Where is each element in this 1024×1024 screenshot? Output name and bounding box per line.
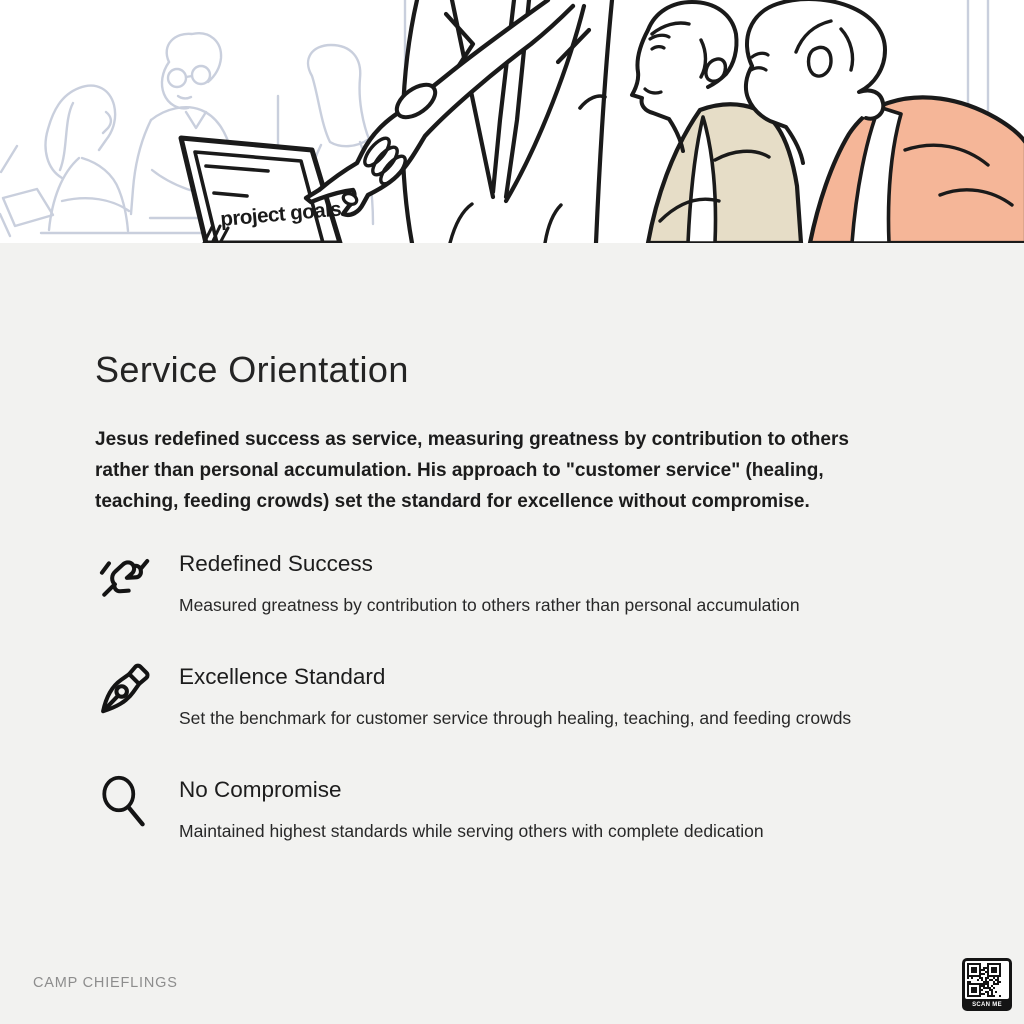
content-section xyxy=(0,349,1024,846)
feature-excellence-standard xyxy=(95,654,929,733)
feature-text xyxy=(179,541,929,620)
team-illustration xyxy=(0,0,1024,243)
feature-description: Set the benchmark for customer service through healing, teaching, and feeding crowds xyxy=(179,708,852,728)
feature-title: Excellence Standard xyxy=(179,664,386,689)
handshake-icon xyxy=(95,545,153,605)
feature-title: No Compromise xyxy=(179,777,342,802)
page-title: Service Orientation xyxy=(95,349,409,390)
intro-paragraph: Jesus redefined success as service, measuring greatness by contribution to others rather than personal accumulation. His approach to "customer service" (healing, teaching, feeding crowds) set the standard for excellence without compromise. xyxy=(95,429,849,512)
feature-no-compromise xyxy=(95,767,929,846)
pen-nib-icon xyxy=(95,658,153,718)
monitor-label: project goals xyxy=(219,197,343,231)
pointing-hand xyxy=(306,0,573,215)
feature-redefined-success xyxy=(95,541,929,620)
qr-pattern xyxy=(967,963,1001,997)
feature-title: Redefined Success xyxy=(179,551,373,576)
qr-code-badge xyxy=(962,958,1012,1011)
hero-illustration xyxy=(0,0,1024,243)
qr-label: SCAN ME xyxy=(972,1002,1002,1008)
feature-text xyxy=(179,654,929,733)
qr-pattern-wrap xyxy=(965,961,1009,999)
brand-footer: CAMP CHIEFLINGS xyxy=(33,975,178,991)
feature-list xyxy=(95,541,929,846)
feature-description: Measured greatness by contribution to others rather than personal accumulation xyxy=(179,595,800,615)
feature-text xyxy=(179,767,929,846)
magnifier-icon xyxy=(95,771,153,831)
feature-description: Maintained highest standards while serving others with complete dedication xyxy=(179,821,764,841)
